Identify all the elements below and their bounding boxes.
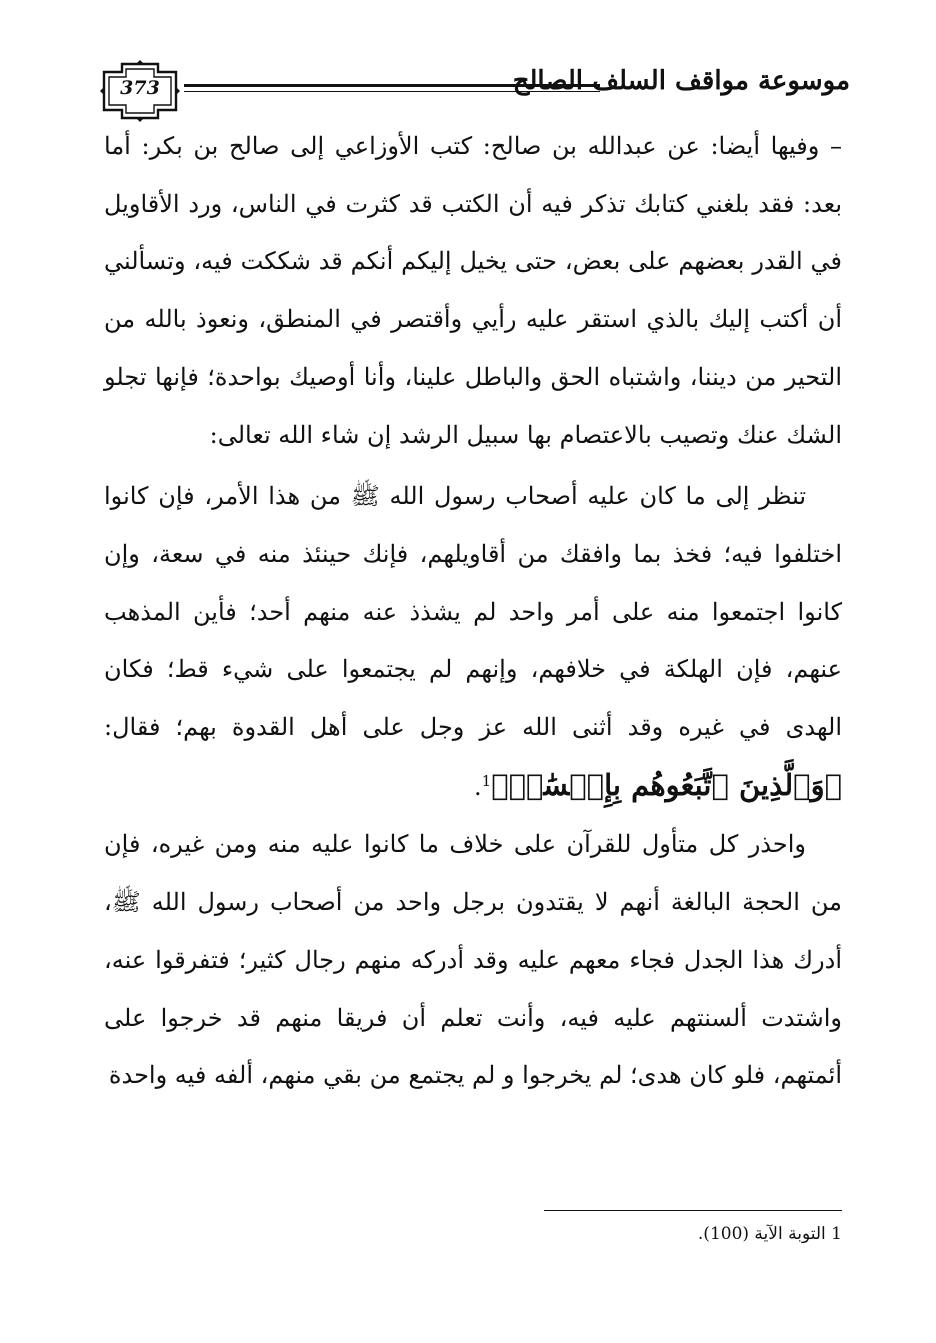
footnote-number: 1 xyxy=(831,1224,842,1244)
page-header xyxy=(100,58,850,124)
footnote-text: التوبة الآية (100). xyxy=(697,1224,826,1244)
footnote-separator xyxy=(544,1210,842,1211)
page-body xyxy=(104,118,842,1105)
paragraph-2-text: تنظر إلى ما كان عليه أصحاب رسول الله ﷺ من هذا الأمر، فإن كانوا اختلفوا فيه؛ فخذ بما وافقك من أقاويلهم، فإنك حينئذ منه في سعة، وإن كانوا اجتمعوا منه على أمر واحد لم يشذذ عنه منهم أحد؛ فأين المذهب عنهم، فإن الهلكة في خلافهم، وإنهم لم يجتمعوا على شيء قط؛ فكان الهدى في غيره وقد أثنى الله عز وجل على أهل القدوة بهم؛ فقال: xyxy=(104,482,842,742)
page-number: 373 xyxy=(120,77,160,99)
footnote xyxy=(480,1220,842,1248)
paragraph-2-end: . xyxy=(474,772,482,801)
page-number-badge xyxy=(100,60,180,122)
paragraph-3: واحذر كل متأول للقرآن على خلاف ما كانوا عليه منه ومن غيره، فإن من الحجة البالغة أنهم لا يقتدون برجل واحد من أصحاب رسول الله ﷺ، أدرك هذا الجدل فجاء معهم عليه وقد أدركه منهم رجال كثير؛ فتفرقوا عنه، واشتدت ألسنتهم عليه فيه، وأنت تعلم أن فريقا منهم قد خرجوا على أئمتهم، فلو كان هدى؛ لم يخرجوا و لم يجتمع من بقي منهم، ألفه فيه واحدة xyxy=(104,830,842,1090)
footnote-reference[interactable]: 1 xyxy=(481,771,492,790)
paragraph-2 xyxy=(104,468,842,816)
quran-verse: ﴿وَٱلَّذِينَ ٱتَّبَعُوهُم بِإِحۡسَٰنٖ﴾ xyxy=(491,767,842,802)
running-title: موسوعة مواقف السلف الصالح xyxy=(512,66,850,96)
paragraph-1: – وفيها أيضا: عن عبدالله بن صالح: كتب الأوزاعي إلى صالح بن بكر: أما بعد: فقد بلغني كتابك تذكر فيه أن الكتب قد كثرت في الناس، ورد الأقاويل في القدر بعضهم على بعض، حتى يخيل إليكم أنكم قد شككت فيه، وتسألني أن أكتب إليك بالذي استقر عليه رأيي وأقتصر في المنطق، ونعوذ بالله من التحير من ديننا، واشتباه الحق والباطل علينا، وأنا أوصيك بواحدة؛ فإنها تجلو الشك عنك وتصيب بالاعتصام بها سبيل الرشد إن شاء الله تعالى: xyxy=(104,132,842,449)
